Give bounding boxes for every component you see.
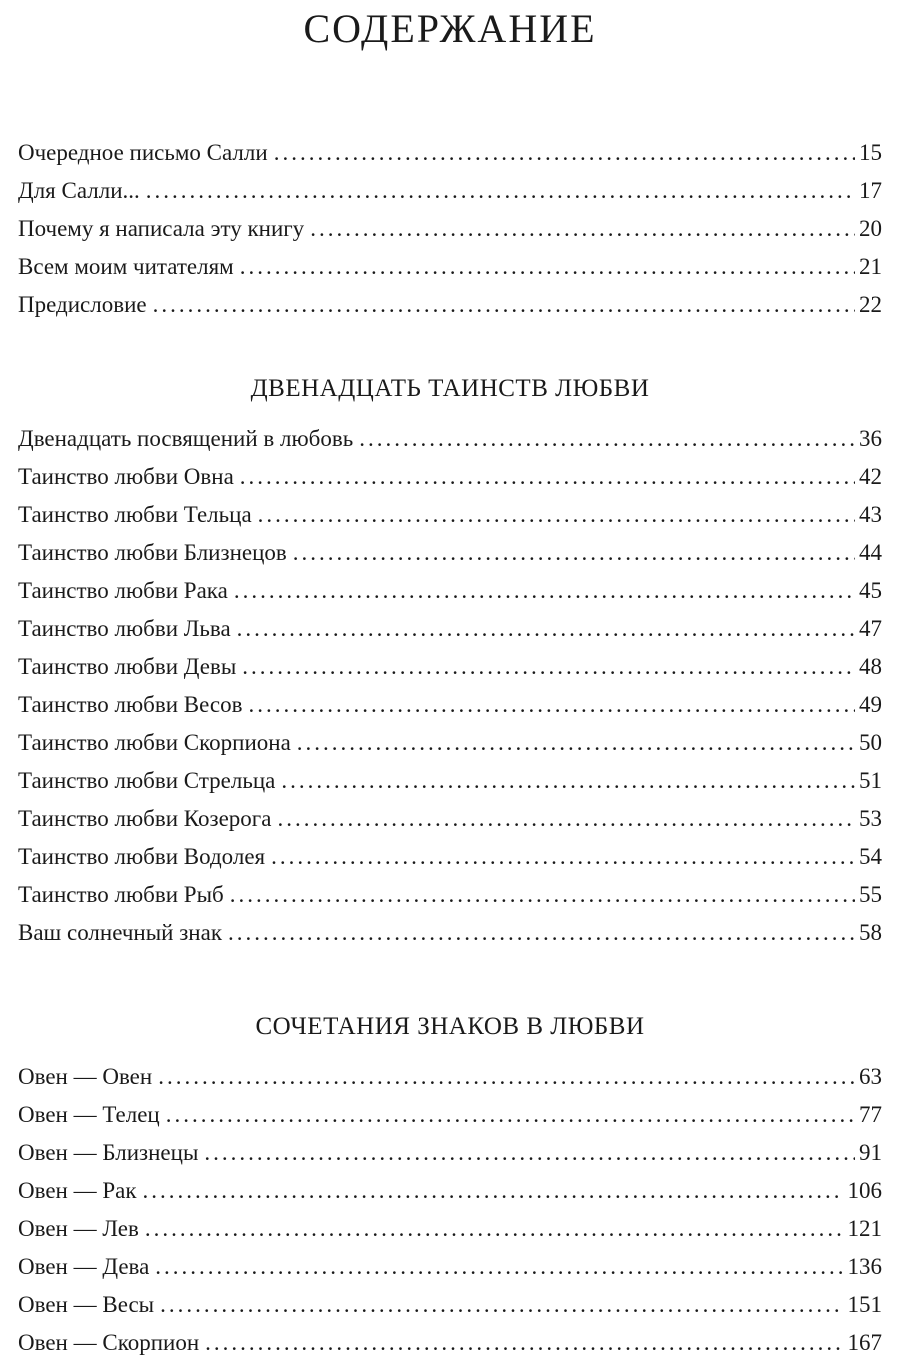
toc-entry — [18, 1176, 882, 1214]
toc-entry-label: Ваш солнечный знак — [18, 920, 223, 945]
dot-leader — [237, 614, 855, 644]
toc-entry-page: 45 — [859, 578, 882, 603]
page-title: СОДЕРЖАНИЕ — [303, 6, 597, 51]
dot-leader — [271, 842, 855, 872]
dot-leader — [166, 1100, 855, 1130]
dot-leader — [230, 880, 855, 910]
toc-entry-page: 15 — [859, 140, 882, 165]
section1-toc-list — [18, 424, 882, 956]
dot-leader — [297, 728, 855, 758]
toc-entry-label: Предисловие — [18, 292, 147, 317]
toc-entry — [18, 176, 882, 214]
toc-entry-page: 49 — [859, 692, 882, 717]
toc-entry-page: 55 — [859, 882, 882, 907]
dot-leader — [281, 766, 855, 796]
toc-entry — [18, 918, 882, 956]
toc-entry-page: 121 — [847, 1216, 882, 1241]
section-heading-sign-combinations: СОЧЕТАНИЯ ЗНАКОВ В ЛЮБВИ — [255, 1013, 645, 1040]
dot-leader — [310, 214, 855, 244]
section-heading-twelve-mysteries: ДВЕНАДЦАТЬ ТАИНСТВ ЛЮБВИ — [250, 375, 650, 402]
toc-entry-label: Двенадцать посвящений в любовь — [18, 426, 354, 451]
section2-toc-list — [18, 1062, 882, 1366]
toc-entry-label: Таинство любви Весов — [18, 692, 243, 717]
toc-entry — [18, 766, 882, 804]
dot-leader — [205, 1328, 843, 1358]
dot-leader — [160, 1290, 843, 1320]
toc-entry — [18, 842, 882, 880]
toc-entry-label: Таинство любви Тельца — [18, 502, 252, 527]
dot-leader — [274, 138, 855, 168]
toc-entry-page: 51 — [859, 768, 882, 793]
dot-leader — [242, 652, 855, 682]
toc-entry-label: Овен — Скорпион — [18, 1330, 200, 1355]
toc-entry-label: Таинство любви Льва — [18, 616, 231, 641]
toc-entry-page: 43 — [859, 502, 882, 527]
toc-entry-label: Таинство любви Девы — [18, 654, 237, 679]
toc-entry-label: Таинство любви Козерога — [18, 806, 272, 831]
dot-leader — [258, 500, 855, 530]
toc-entry-label: Таинство любви Скорпиона — [18, 730, 291, 755]
toc-entry — [18, 804, 882, 842]
toc-entry — [18, 880, 882, 918]
toc-entry-label: Овен — Телец — [18, 1102, 160, 1127]
toc-entry — [18, 214, 882, 252]
toc-entry — [18, 1100, 882, 1138]
toc-entry — [18, 1290, 882, 1328]
dot-leader — [277, 804, 855, 834]
toc-entry-label: Таинство любви Водолея — [18, 844, 266, 869]
dot-leader — [204, 1138, 855, 1168]
toc-entry — [18, 1328, 882, 1366]
toc-entry-page: 44 — [859, 540, 882, 565]
dot-leader — [234, 576, 855, 606]
toc-entry — [18, 576, 882, 614]
toc-entry-label: Овен — Лев — [18, 1216, 139, 1241]
dot-leader — [293, 538, 855, 568]
toc-entry-page: 54 — [859, 844, 882, 869]
dot-leader — [145, 1214, 844, 1244]
toc-entry-label: Овен — Близнецы — [18, 1140, 199, 1165]
toc-entry-label: Таинство любви Стрельца — [18, 768, 276, 793]
toc-entry — [18, 462, 882, 500]
toc-entry-page: 17 — [859, 178, 882, 203]
toc-entry-label: Таинство любви Рака — [18, 578, 228, 603]
toc-entry-label: Всем моим читателям — [18, 254, 234, 279]
toc-entry-label: Таинство любви Рыб — [18, 882, 224, 907]
toc-entry-page: 50 — [859, 730, 882, 755]
dot-leader — [228, 918, 855, 948]
dot-leader — [249, 690, 856, 720]
toc-entry-page: 36 — [859, 426, 882, 451]
toc-entry-page: 77 — [859, 1102, 882, 1127]
toc-entry — [18, 614, 882, 652]
toc-entry-label: Овен — Весы — [18, 1292, 155, 1317]
toc-entry-label: Овен — Рак — [18, 1178, 137, 1203]
dot-leader — [240, 462, 855, 492]
toc-entry — [18, 500, 882, 538]
toc-entry-page: 42 — [859, 464, 882, 489]
toc-entry — [18, 1062, 882, 1100]
dot-leader — [153, 290, 855, 320]
toc-entry — [18, 424, 882, 462]
toc-entry — [18, 1214, 882, 1252]
toc-entry-label: Овен — Овен — [18, 1064, 153, 1089]
toc-entry-page: 63 — [859, 1064, 882, 1089]
dot-leader — [146, 176, 855, 206]
toc-entry-page: 47 — [859, 616, 882, 641]
toc-entry-page: 48 — [859, 654, 882, 679]
toc-entry — [18, 538, 882, 576]
dot-leader — [240, 252, 855, 282]
toc-entry-page: 167 — [847, 1330, 882, 1355]
toc-entry-label: Почему я написала эту книгу — [18, 216, 305, 241]
toc-entry — [18, 252, 882, 290]
intro-toc-list — [18, 138, 882, 328]
toc-entry-page: 58 — [859, 920, 882, 945]
toc-entry-label: Овен — Дева — [18, 1254, 150, 1279]
toc-entry — [18, 728, 882, 766]
toc-entry-page: 91 — [859, 1140, 882, 1165]
toc-entry-page: 53 — [859, 806, 882, 831]
toc-entry — [18, 138, 882, 176]
toc-entry-page: 151 — [847, 1292, 882, 1317]
toc-entry-page: 21 — [859, 254, 882, 279]
toc-entry — [18, 1138, 882, 1176]
toc-entry — [18, 1252, 882, 1290]
toc-entry — [18, 690, 882, 728]
toc-entry-label: Для Салли... — [18, 178, 140, 203]
dot-leader — [143, 1176, 844, 1206]
toc-entry-label: Очередное письмо Салли — [18, 140, 268, 165]
dot-leader — [359, 424, 855, 454]
toc-entry-page: 106 — [847, 1178, 882, 1203]
dot-leader — [155, 1252, 843, 1282]
toc-entry-page: 22 — [859, 292, 882, 317]
toc-entry-page: 20 — [859, 216, 882, 241]
toc-entry — [18, 290, 882, 328]
toc-entry-label: Таинство любви Овна — [18, 464, 234, 489]
toc-entry — [18, 652, 882, 690]
toc-entry-page: 136 — [847, 1254, 882, 1279]
dot-leader — [158, 1062, 855, 1092]
toc-entry-label: Таинство любви Близнецов — [18, 540, 287, 565]
